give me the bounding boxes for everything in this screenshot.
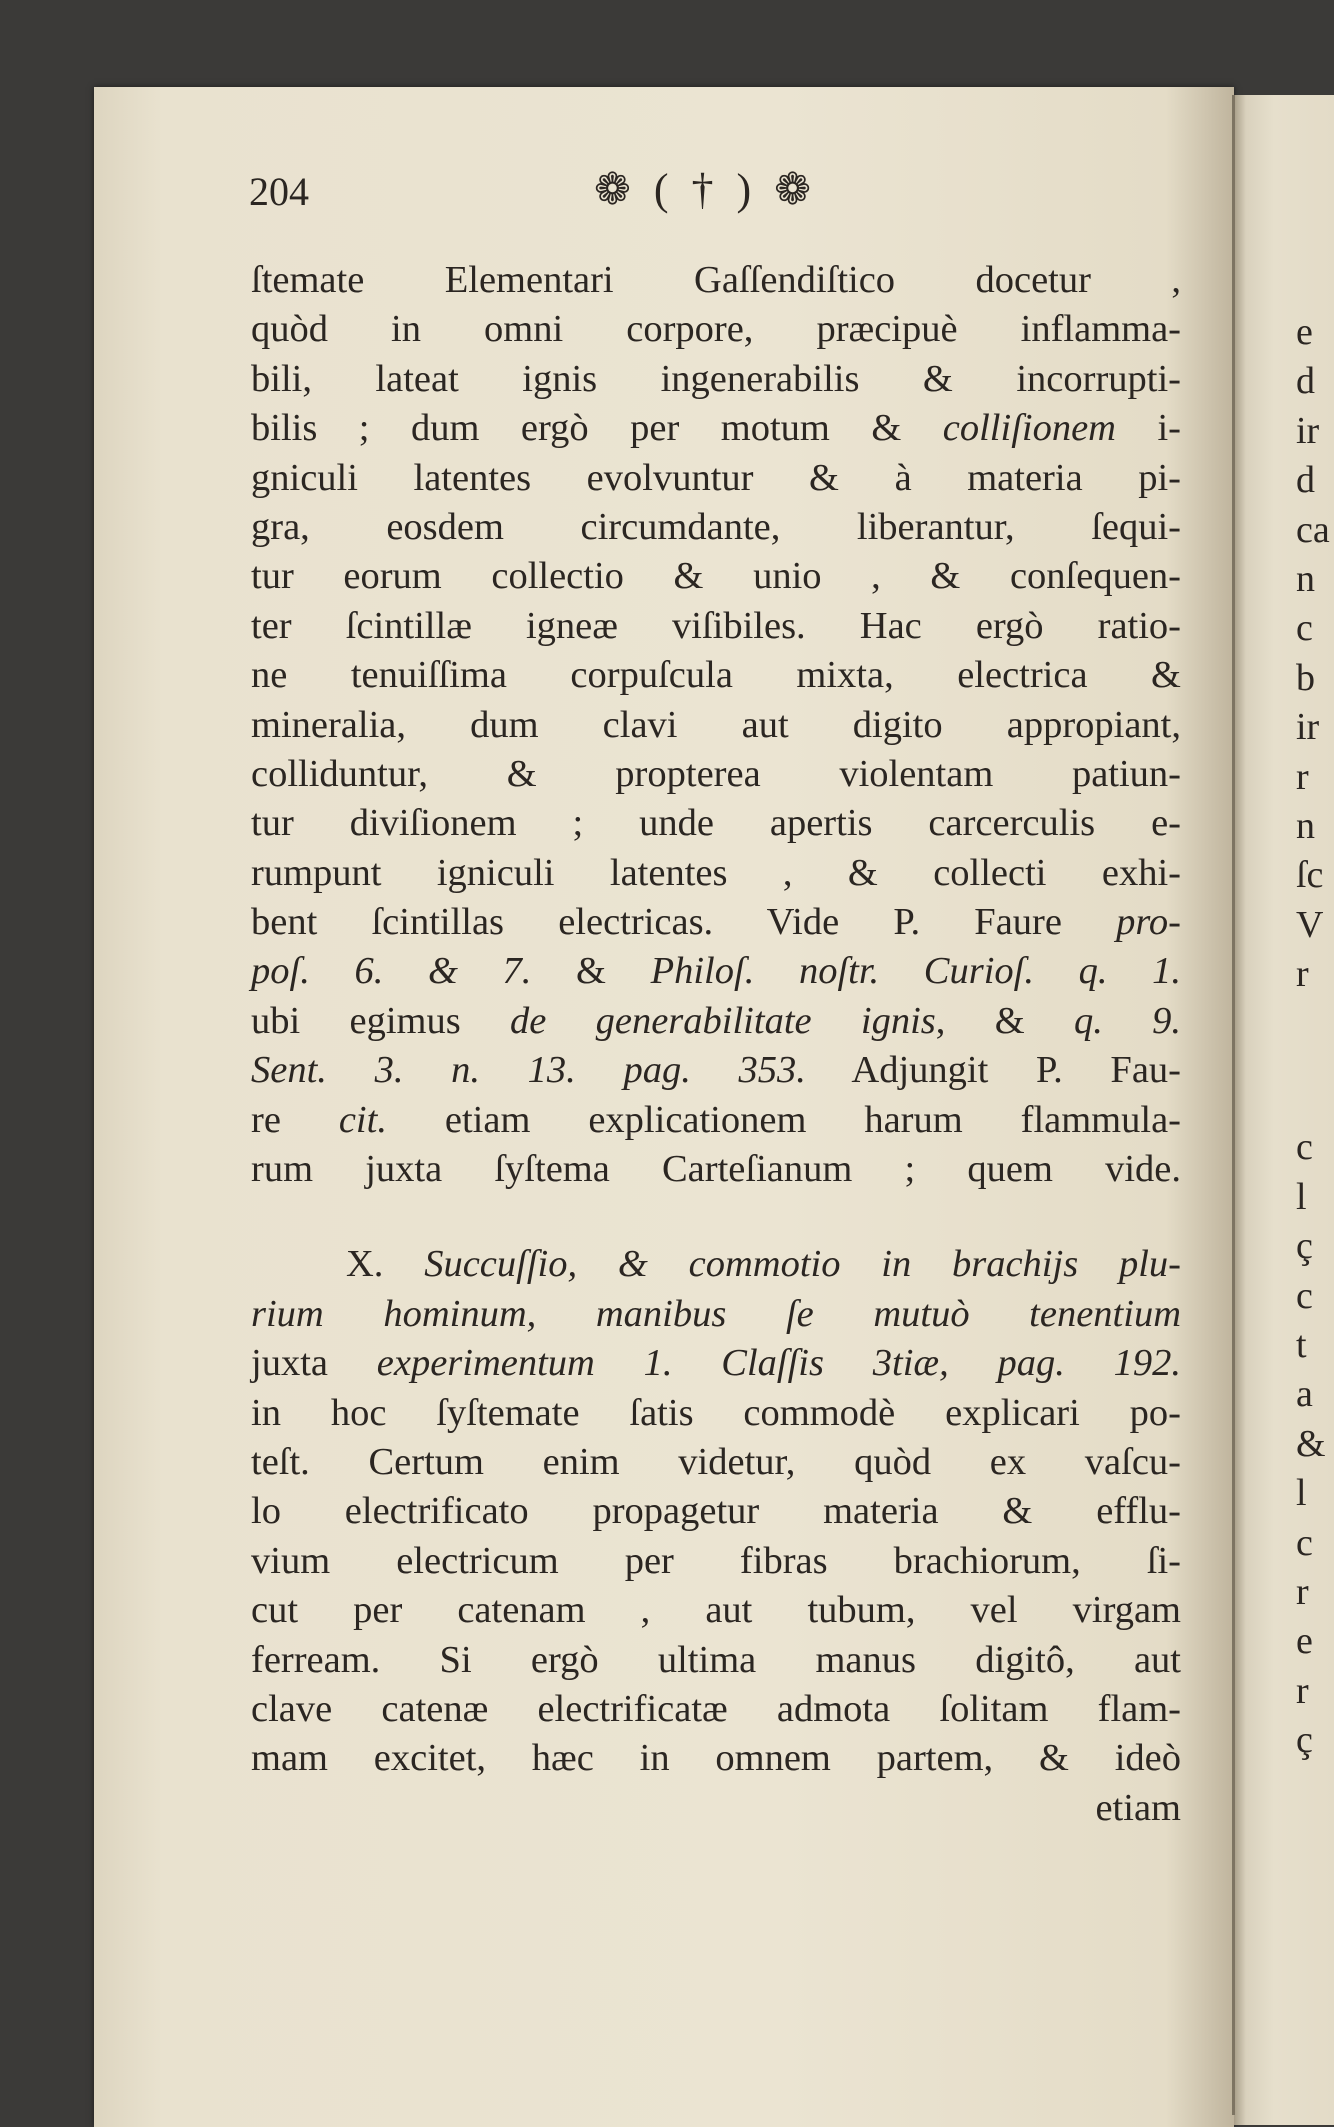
text-line xyxy=(251,849,1181,898)
text-segment: tur eorum collectio & unio , & conſequen- xyxy=(251,555,1181,598)
italic-text: pro- xyxy=(1116,901,1181,944)
text-line xyxy=(251,1438,1181,1487)
right-page-fragment: r xyxy=(1296,1669,1309,1712)
right-page-fragment: l xyxy=(1296,1175,1307,1218)
text-segment: i- xyxy=(1115,407,1181,450)
right-page-fragment: V xyxy=(1296,903,1324,946)
right-page-fragment: n xyxy=(1296,804,1315,847)
text-segment: re xyxy=(251,1098,339,1141)
text-segment: vium electricum per fibras brachiorum, ſi- xyxy=(251,1539,1181,1582)
text-line xyxy=(251,1537,1181,1586)
text-segment: etiam xyxy=(1095,1786,1181,1829)
italic-text: rium hominum, manibus ſe mutuò tenentium xyxy=(251,1292,1181,1335)
text-segment: Adjungit P. Fau- xyxy=(805,1049,1181,1092)
text-line xyxy=(251,1046,1181,1095)
text-line xyxy=(251,997,1181,1046)
text-segment: & xyxy=(531,950,651,993)
text-segment: bili, lateat ignis ingenerabilis & incorrupti- xyxy=(251,357,1181,400)
text-line xyxy=(251,1685,1181,1734)
text-segment: bent ſcintillas electricas. Vide P. Faure xyxy=(251,901,1117,944)
right-page-fragment: ſc xyxy=(1296,854,1324,897)
text-segment: gniculi latentes evolvuntur & à materia pi- xyxy=(251,456,1181,499)
fragment-gap xyxy=(1296,999,1330,1123)
text-segment: ferream. Si ergò ultima manus digitô, aut xyxy=(251,1638,1181,1681)
right-page-fragment: e xyxy=(1296,311,1313,353)
italic-text: q. 9. xyxy=(1073,999,1181,1042)
text-line xyxy=(251,602,1181,651)
right-page-fragment: & xyxy=(1296,1422,1326,1465)
text-segment: X. xyxy=(346,1243,425,1286)
right-page-fragment: d xyxy=(1296,360,1315,403)
body-text xyxy=(251,256,1181,1833)
text-segment: etiam explicationem harum flammula- xyxy=(386,1098,1181,1141)
right-page-fragment: c xyxy=(1296,607,1313,650)
text-line xyxy=(251,750,1181,799)
text-segment: quòd in omni corpore, præcipuè inflamma- xyxy=(251,308,1181,351)
text-segment: cut per catenam , aut tubum, vel virgam xyxy=(251,1589,1181,1632)
right-page-fragment: a xyxy=(1296,1373,1313,1416)
text-line xyxy=(251,898,1181,947)
text-segment: bilis ; dum ergò per motum & xyxy=(251,407,943,450)
text-line xyxy=(251,454,1181,503)
text-line xyxy=(251,1339,1181,1388)
text-segment: lo electrificato propagetur materia & efflu- xyxy=(251,1490,1181,1533)
text-line xyxy=(251,799,1181,848)
text-line xyxy=(251,701,1181,750)
text-line xyxy=(251,651,1181,700)
right-page-fragment: e xyxy=(1296,1620,1313,1663)
text-line xyxy=(251,1586,1181,1635)
text-segment: mineralia, dum clavi aut digito appropiant, xyxy=(251,703,1181,746)
italic-text: poſ. 6. & 7. xyxy=(251,950,532,993)
text-segment: ne tenuiſſima corpuſcula mixta, electrica & xyxy=(251,654,1181,697)
italic-text: de generabilitate ignis xyxy=(510,999,936,1042)
italic-text: Sent. 3. n. 13. pag. 353. xyxy=(251,1049,806,1092)
text-line xyxy=(251,256,1181,305)
text-segment: rum juxta ſyſtema Carteſianum ; quem vide. xyxy=(251,1148,1181,1191)
text-segment: tur diviſionem ; unde apertis carcerculis e- xyxy=(251,802,1181,845)
text-line xyxy=(251,1145,1181,1194)
paragraph xyxy=(251,256,1181,1194)
right-page-fragment: ir xyxy=(1296,409,1320,452)
text-line xyxy=(251,1389,1181,1438)
text-segment: , & xyxy=(935,999,1074,1042)
text-line xyxy=(251,1487,1181,1536)
text-line xyxy=(251,1784,1181,1833)
text-line xyxy=(251,947,1181,996)
right-page-fragment: ç xyxy=(1296,1719,1313,1762)
right-page-fragment: l xyxy=(1296,1472,1307,1515)
right-page-fragment: ç xyxy=(1296,1225,1313,1268)
text-line xyxy=(251,305,1181,354)
text-line xyxy=(251,1734,1181,1783)
text-line xyxy=(251,552,1181,601)
paragraph xyxy=(251,1240,1181,1833)
page-number: 204 xyxy=(249,169,309,214)
text-segment: colliduntur, & propterea violentam patiun- xyxy=(251,752,1181,795)
italic-text: colliſionem xyxy=(942,407,1116,450)
text-line xyxy=(251,1096,1181,1145)
text-segment: ſtemate Elementari Gaſſendiſtico docetur , xyxy=(251,259,1181,301)
text-line xyxy=(251,355,1181,404)
text-line xyxy=(251,1240,1181,1289)
text-line xyxy=(251,1636,1181,1685)
right-page-fragment: d xyxy=(1296,459,1315,502)
text-segment: juxta xyxy=(251,1342,377,1385)
right-page-fragment: r xyxy=(1296,953,1309,996)
text-segment: ter ſcintillæ igneæ viſibiles. Hac ergò ratio- xyxy=(251,604,1181,647)
italic-text: experimentum 1. Claſſis 3tiæ, pag. 192. xyxy=(376,1342,1182,1385)
italic-text: Succuſſio, & commotio in brachijs plu- xyxy=(424,1243,1181,1286)
right-page-fragment: b xyxy=(1296,656,1315,699)
right-page-fragment: c xyxy=(1296,1521,1313,1564)
right-page-fragment: n xyxy=(1296,557,1315,600)
header-ornament-icon: ❁ ( † ) ❁ xyxy=(594,165,818,214)
page-header xyxy=(249,165,1189,228)
right-page-fragment: ca xyxy=(1296,508,1330,551)
italic-text: Philoſ. noſtr. Curioſ. q. 1. xyxy=(650,950,1181,993)
right-page-text-fragments xyxy=(1296,308,1330,1766)
text-segment: gra, eosdem circumdante, liberantur, ſequi- xyxy=(251,505,1181,548)
book-gutter xyxy=(1232,95,1235,2115)
right-page-fragment: r xyxy=(1296,755,1309,798)
text-line xyxy=(251,404,1181,453)
text-segment: in hoc ſyſtemate ſatis commodè explicari po- xyxy=(251,1391,1181,1434)
text-segment: ubi egimus xyxy=(251,999,510,1042)
text-segment: teſt. Certum enim videtur, quòd ex vaſcu- xyxy=(251,1440,1181,1483)
text-line xyxy=(251,1290,1181,1339)
right-page-fragment: t xyxy=(1296,1324,1307,1367)
text-segment: rumpunt igniculi latentes , & collecti exhi- xyxy=(251,851,1181,894)
text-line xyxy=(251,503,1181,552)
right-page-fragment: ir xyxy=(1296,706,1320,749)
text-segment: clave catenæ electrificatæ admota ſolitam flam- xyxy=(251,1687,1181,1730)
italic-text: cit. xyxy=(338,1098,387,1141)
right-page-fragment: c xyxy=(1296,1126,1313,1169)
right-page-fragment: c xyxy=(1296,1274,1313,1317)
right-page-fragment: r xyxy=(1296,1570,1309,1613)
text-segment: mam excitet, hæc in omnem partem, & ideò xyxy=(251,1737,1181,1780)
